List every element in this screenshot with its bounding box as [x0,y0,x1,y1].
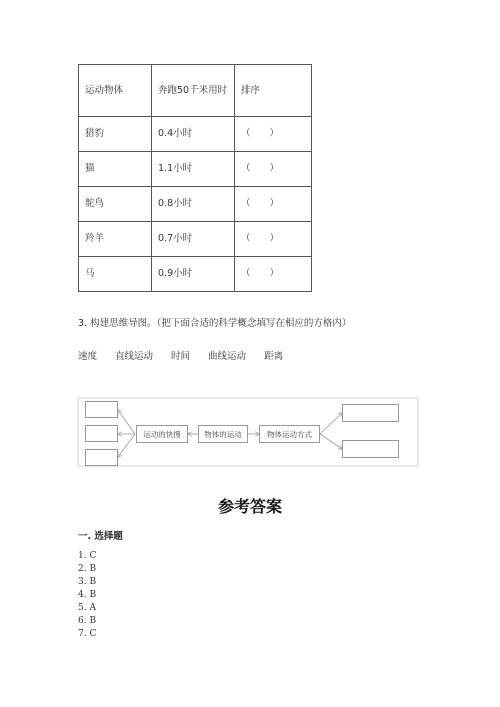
blank-box-left-3[interactable] [85,449,118,466]
time-cell: 1.1小时 [152,152,235,187]
section-heading: 一. 选择题 [78,531,123,542]
blank-box-left-2[interactable] [85,425,118,442]
answers-title: 参考答案 [217,497,282,516]
answer-item: 6. B [78,616,97,626]
arrow-left-top [118,410,135,434]
rank-cell: （ ） [235,222,312,257]
answer-item: 2. B [78,564,97,574]
header-object: 运动物体 [79,65,152,117]
rank-cell: （ ） [235,187,312,222]
blank-box-right-1[interactable] [342,404,399,422]
term-item: 直线运动 [115,351,154,362]
term-item: 速度 [78,351,98,362]
term-item: 时间 [171,351,191,362]
rank-cell: （ ） [235,117,312,152]
answer-item: 1. C [78,551,97,561]
time-cell: 0.4小时 [152,117,235,152]
animal-cell: 马 [79,257,152,292]
node-motion-types: 物体运动方式 [259,425,320,443]
blank-box-left-1[interactable] [85,401,118,418]
time-cell: 0.7小时 [152,222,235,257]
header-rank: 排序 [235,65,312,117]
rank-cell: （ ） [235,152,312,187]
animal-cell: 鸵鸟 [79,187,152,222]
answer-item: 3. B [78,577,97,587]
answer-item: 5. A [78,603,96,613]
time-cell: 0.8小时 [152,187,235,222]
answer-list [78,550,96,641]
blank-box-right-2[interactable] [342,440,399,458]
arrow-right-bottom [320,434,342,449]
time-cell: 0.9小时 [152,257,235,292]
answer-item: 7. C [78,629,97,639]
answer-item: 4. B [78,590,97,600]
arrow-right-top [320,413,342,434]
node-object-motion: 物体的运动 [198,425,248,443]
rank-cell: （ ） [235,257,312,292]
animal-cell: 猎豹 [79,117,152,152]
question-3-prompt: 3. 构建思维导图。（把下面合适的科学概念填写在相应的方格内） [78,318,352,329]
animal-cell: 羚羊 [79,222,152,257]
node-speed-of-motion: 运动的快慢 [136,425,188,443]
term-item: 曲线运动 [208,351,247,362]
animal-cell: 猫 [79,152,152,187]
term-item: 距离 [264,351,284,362]
arrow-left-bottom [118,434,135,457]
header-time: 奔跑50千米用时 [152,65,235,117]
